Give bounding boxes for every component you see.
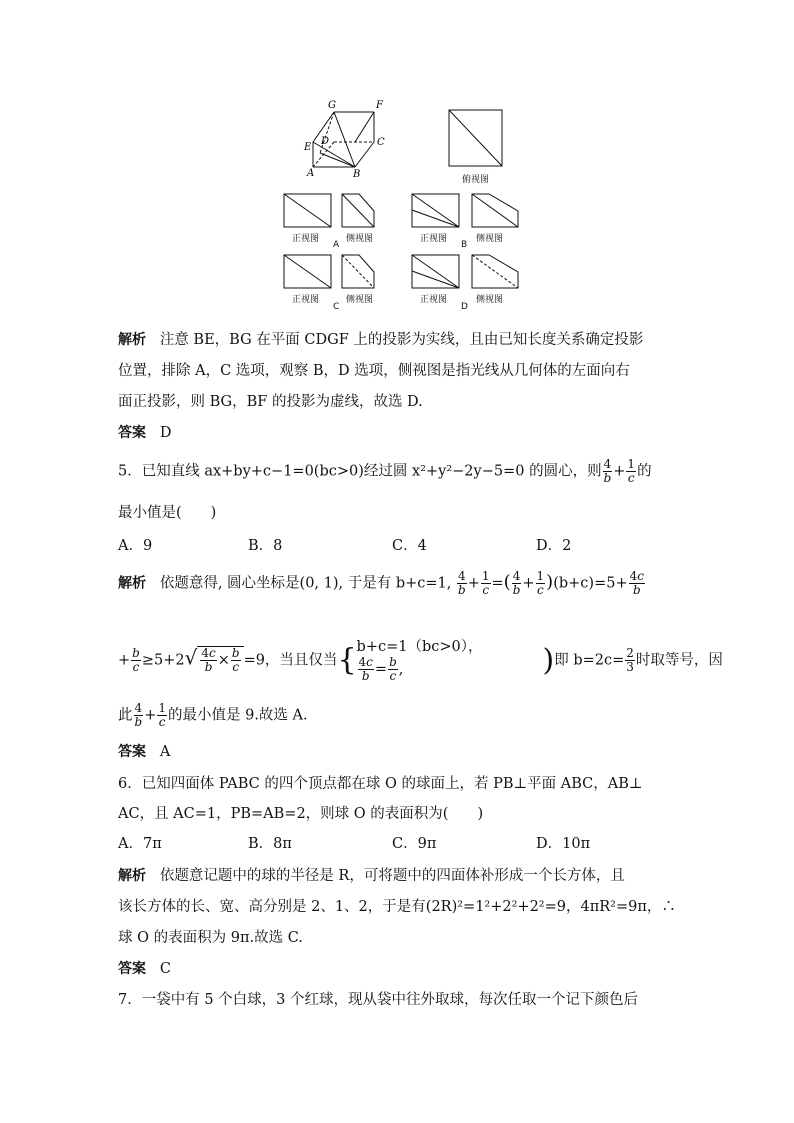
q5-analysis-text-d: =9，当且仅当 [243,652,338,669]
answer-label: 答案 [118,961,146,977]
fraction-4-over-b: $\frac{4}{b}$ [134,701,143,729]
front-view-caption-b: 正视图 [420,234,448,244]
cube-label-g: G [328,100,336,111]
fraction-1-over-c: $\frac{1}{c}$ [627,457,636,485]
front-view-caption-c: 正视图 [292,295,320,305]
q4-answer-value: D [159,425,172,441]
cube-label-f: F [376,100,383,111]
q6-option-b: B．8π [248,836,292,852]
q5-analysis-line1: 解析 依题意得, 圆心坐标是(0, 1), 于是有 b+c=1, $\frac{4}{b}$ + $\frac{1}{c}$ =( $\frac{4}{b}$ + $\frac{1}{c}$ )(b+c)=5+ $\frac{4c}{b}$ [118,569,644,597]
q6-option-a: A．7π [118,836,162,852]
q7-stem-line1: 7．一袋中有 5 个白球，3 个红球，现从袋中往外取球，每次任取一个记下颜色后 [118,992,639,1008]
q5-analysis-text-f: 时取等号，因 [635,652,723,669]
option-b-views [412,194,518,227]
front-view-caption-a: 正视图 [292,234,320,244]
top-view-caption: 俯视图 [462,175,490,185]
fraction-1-over-c: $\frac{1}{c}$ [536,569,545,597]
side-view-caption-c: 侧视图 [346,295,374,305]
q4-answer [118,423,171,443]
q5-analysis-text-b: (b+c)=5+ [553,575,628,592]
q6-analysis-line3: 球 O 的表面积为 9π.故选 C. [118,930,303,946]
side-view-caption-a: 侧视图 [346,234,374,244]
q6-analysis-line2: 该长方体的长、宽、高分别是 2、1、2，于是有(2R)²=1²+2²+2²=9，4πR²=9π，∴ [118,899,676,915]
cube-label-c: C [377,137,385,148]
q5-stem-tail: 的 [637,463,652,480]
q5-system-line1: b+c=1（bc>0）， [356,639,483,655]
front-view-caption-d: 正视图 [420,295,448,305]
q4-analysis-line3: 面正投影，则 BG，BF 的投影为虚线，故选 D. [118,394,423,410]
q5-analysis-text-c: ≥5+2 [141,652,185,669]
fraction-1-over-c: $\frac{1}{c}$ [158,701,166,729]
option-label-a: A [333,240,340,250]
fraction-b-over-c: $\frac{b}{c}$ [132,646,140,674]
fraction-4-over-b: $\frac{4}{b}$ [458,569,466,597]
q6-option-d: D．10π [536,836,591,852]
option-label-d: D [461,302,468,312]
q6-stem-line1: 6．已知四面体 PABC 的四个顶点都在球 O 的球面上，若 PB⊥平面 ABC，AB⊥ [118,776,643,792]
q5-answer [118,742,170,762]
side-view-caption-b: 侧视图 [476,234,504,244]
side-view-caption-d: 侧视图 [476,295,504,305]
q6-analysis-line1 [118,866,625,886]
top-view [449,110,502,166]
q5-analysis-text-h: 的最小值是 9.故选 A. [167,707,308,724]
q4-analysis-line1 [118,330,643,350]
fraction-4-over-b: $\frac{4}{b}$ [603,457,612,485]
q6-stem-line2: AC，且 AC=1，PB=AB=2，则球 O 的表面积为( ) [118,806,484,822]
fraction-2-over-3: $\frac{2}{3}$ [626,646,634,674]
q5-analysis-line3: 此 $\frac{4}{b}$ + $\frac{1}{c}$ 的最小值是 9.故选 A. [118,701,308,729]
q5-analysis-line2: + $\frac{b}{c}$ ≥5+2√ $\frac{4c}{b}$ × $\frac{b}{c}$ =9，当且仅当{ b+c=1（bc>0）， $\frac{4c}{b}$ = $\frac{b}{c}$ , )即 b=2c= $\frac{2}{3}$ 时取等号，因 [118,639,723,683]
fraction-1-over-c: $\frac{1}{c}$ [481,569,490,597]
q5-option-d: D．2 [536,538,572,554]
answer-label: 答案 [118,744,146,760]
option-a-views [284,194,374,227]
option-label-c: C [333,302,340,312]
analysis-label: 解析 [118,868,146,884]
cube-label-b: B [353,169,361,180]
q6-option-c: C．9π [392,836,437,852]
q5-stem-line2: 最小值是( ) [118,505,217,521]
q6-answer [118,959,171,979]
fraction-4-over-b: $\frac{4}{b}$ [512,569,521,597]
q5-option-c: C．4 [392,538,427,554]
cube-label-e: E [304,142,312,153]
cube-label-d: D [321,136,330,147]
analysis-label: 解析 [118,575,146,592]
option-c-views [284,255,374,288]
q5-analysis-text-e: 即 b=2c= [554,652,625,669]
analysis-label: 解析 [118,332,146,348]
q4-analysis-text1: 注意 BE，BG 在平面 CDGF 上的投影为实线，且由已知长度关系确定投影 [159,332,644,348]
q6-analysis-text1: 依题意记题中的球的半径是 R，可将题中的四面体补形成一个长方体，且 [159,868,625,884]
q5-stem-text: 5．已知直线 ax+by+c−1=0(bc>0)经过圆 x²+y²−2y−5=0 的圆心，则 [118,463,602,480]
q4-analysis-line2: 位置，排除 A，C 选项，观察 B，D 选项，侧视图是指光线从几何体的左面向右 [118,363,630,379]
sqrt-icon: √ [184,645,198,670]
q5-option-b: B．8 [248,538,283,554]
cube-label-a: A [307,168,315,179]
option-label-b: B [461,240,468,250]
q5-answer-value: A [159,744,171,760]
geometry-figure [0,0,794,320]
answer-label: 答案 [118,425,146,441]
q5-analysis-text-g: 此 [118,707,133,724]
q6-answer-value: C [159,961,171,977]
q5-stem-line1: 5．已知直线 ax+by+c−1=0(bc>0)经过圆 x²+y²−2y−5=0 的圆心，则 $\frac{4}{b}$ + $\frac{1}{c}$ 的 [118,457,652,485]
q5-option-a: A．9 [118,538,153,554]
fraction-4c-over-b: $\frac{4c}{b}$ [629,569,644,597]
option-d-views [412,255,518,288]
q5-analysis-text-a: 依题意得, 圆心坐标是(0, 1), 于是有 b+c=1, [159,575,452,592]
brace-icon: { [337,642,357,678]
